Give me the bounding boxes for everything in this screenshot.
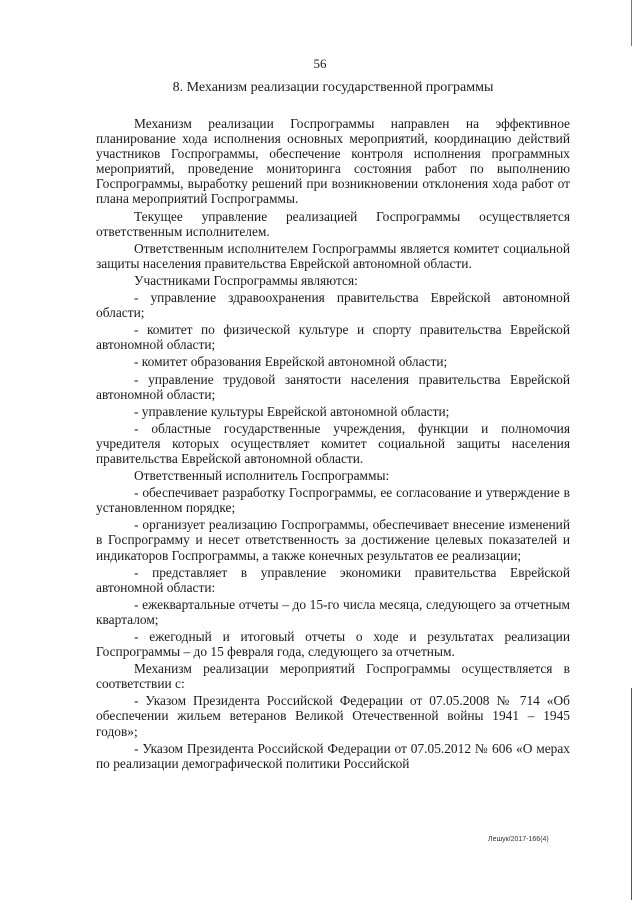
- body-text: [96, 116, 570, 773]
- list-item: - комитет образования Еврейской автономной области;: [134, 354, 448, 370]
- scan-edge-line-top: [631, 0, 632, 46]
- list-item: - управление трудовой занятости населения правительства Еврейской автономной области;: [96, 371, 570, 402]
- paragraph: Ответственный исполнитель Госпрограммы:: [134, 468, 390, 484]
- list-item: - областные государственные учреждения, функции и полномочия учредителя которых осуществляет комитет социальной защиты населения правительства Еврейской автономной области.: [96, 420, 570, 466]
- list-item: - Указом Президента Российской Федерации от 07.05.2012 № 606 «О мерах по реализации демографической политики Российской: [96, 740, 570, 771]
- footer-document-code: Лешук/2017-166(4): [488, 836, 549, 843]
- scan-edge-line: [631, 688, 632, 900]
- paragraph: Текущее управление реализацией Госпрограммы осуществляется ответственным исполнителем.: [96, 208, 570, 239]
- list-item: - обеспечивает разработку Госпрограммы, ее согласование и утверждение в установленном порядке;: [96, 485, 570, 516]
- paragraph: Участниками Госпрограммы являются:: [134, 272, 358, 288]
- list-item: - организует реализацию Госпрограммы, обеспечивает внесение изменений в Госпрограмму и несет ответственность за достижение целевых показателей и индикаторов Госпрограммы, а также конечных результатов ее реализации;: [96, 517, 570, 563]
- list-item: - ежегодный и итоговый отчеты о ходе и результатах реализации Госпрограммы – до 15 февраля года, следующего за отчетным.: [96, 629, 570, 660]
- section-title: 8. Механизм реализации государственной программы: [172, 80, 494, 95]
- paragraph: Механизм реализации мероприятий Госпрограммы осуществляется в соответствии с:: [96, 661, 570, 692]
- list-item: - управление здравоохранения правительства Еврейской автономной области;: [96, 290, 570, 321]
- list-item: - представляет в управление экономики правительства Еврейской автономной области:: [96, 564, 570, 595]
- page-number: 56: [313, 56, 327, 71]
- list-item: - ежеквартальные отчеты – до 15-го числа месяца, следующего за отчетным кварталом;: [96, 596, 570, 627]
- list-item: - комитет по физической культуре и спорту правительства Еврейской автономной области;: [96, 322, 570, 353]
- list-item: - управление культуры Еврейской автономной области;: [134, 403, 450, 419]
- paragraph: Механизм реализации Госпрограммы направлен на эффективное планирование хода исполнения основных мероприятий, координацию действий участников Госпрограммы, обеспечение контроля исполнения программных мероприятий, проведение мониторинга состояния работ по выполнению Госпрограммы, выработку решений при возникновении отклонения хода работ от плана мероприятий Госпрограммы.: [96, 116, 570, 207]
- paragraph: Ответственным исполнителем Госпрограммы является комитет социальной защиты населения правительства Еврейской автономной области.: [96, 240, 570, 271]
- list-item: - Указом Президента Российской Федерации от 07.05.2008 № 714 «Об обеспечении жильем ветеранов Великой Отечественной войны 1941 – 1945 годов»;: [96, 693, 570, 739]
